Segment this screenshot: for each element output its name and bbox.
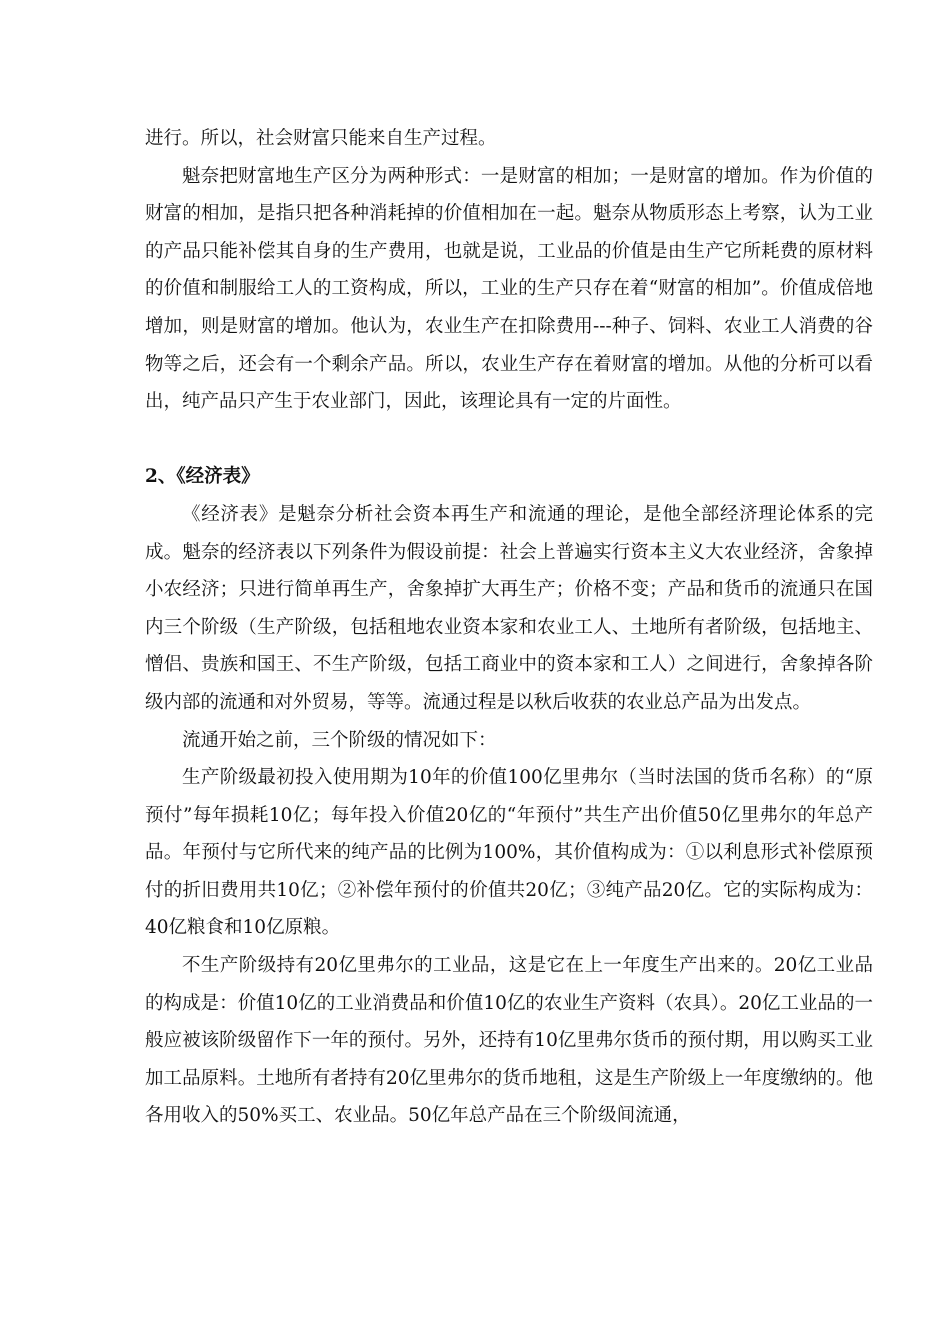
paragraph-sterile-class: 不生产阶级持有20亿里弗尔的工业品，这是它在上一年度生产出来的。20亿工业品的构成是：价值10亿的工业消费品和价值10亿的农业生产资料（农具）。20亿工业品的一般应被该阶级留作下一年的预付。另外，还持有10亿里弗尔货币的预付期，用以购买工业加工品原料。土地所有者持有20亿里弗尔的货币地租，这是生产阶级上一年度缴纳的。他各用收入的50%买工、农业品。50亿年总产品在三个阶级间流通， <box>145 955 873 1127</box>
paragraph-wealth-forms: 魁奈把财富地生产区分为两种形式：一是财富的相加；一是财富的增加。作为价值的财富的相加，是指只把各种消耗掉的价值相加在一起。魁奈从物质形态上考察，认为工业的产品只能补偿其自身的生产费用，也就是说，工业品的价值是由生产它所耗费的原材料的价值和制服给工人的工资构成，所以，工业的生产只存在着“财富的相加”。价值成倍地增加，则是财富的增加。他认为，农业生产在扣除费用---种子、饲料、农业工人消费的谷物等之后，还会有一个剩余产品。所以，农业生产存在着财富的增加。从他的分析可以看出，纯产品只产生于农业部门，因此，该理论具有一定的片面性。 <box>145 165 873 413</box>
document-body <box>145 120 873 1135</box>
paragraph-continuation: 进行。所以，社会财富只能来自生产过程。 <box>145 128 497 149</box>
paragraph-productive-class: 生产阶级最初投入使用期为10年的价值100亿里弗尔（当时法国的货币名称）的“原预付”每年损耗10亿；每年投入价值20亿的“年预付”共生产出价值50亿里弗尔的年总产品。年预付与它所代来的纯产品的比例为100%，其价值构成为：①以利息形式补偿原预付的折旧费用共10亿；②补偿年预付的价值共20亿；③纯产品20亿。它的实际构成为：40亿粮食和10亿原粮。 <box>145 767 873 939</box>
section-heading-economic-table: 2、《经济表》 <box>145 466 260 488</box>
paragraph-economic-table-intro: 《经济表》是魁奈分析社会资本再生产和流通的理论，是他全部经济理论体系的完成。魁奈的经济表以下列条件为假设前提：社会上普遍实行资本主义大农业经济，舍象掉小农经济；只进行简单再生产，舍象掉扩大再生产；价格不变；产品和货币的流通只在国内三个阶级（生产阶级，包括租地农业资本家和农业工人、土地所有者阶级，包括地主、憎侣、贵族和国王、不生产阶级，包括工商业中的资本家和工人）之间进行，舍象掉各阶级内部的流通和对外贸易，等等。流通过程是以秋后收获的农业总产品为出发点。 <box>145 503 873 713</box>
paragraph-before-circulation: 流通开始之前，三个阶级的情况如下： <box>182 729 497 751</box>
